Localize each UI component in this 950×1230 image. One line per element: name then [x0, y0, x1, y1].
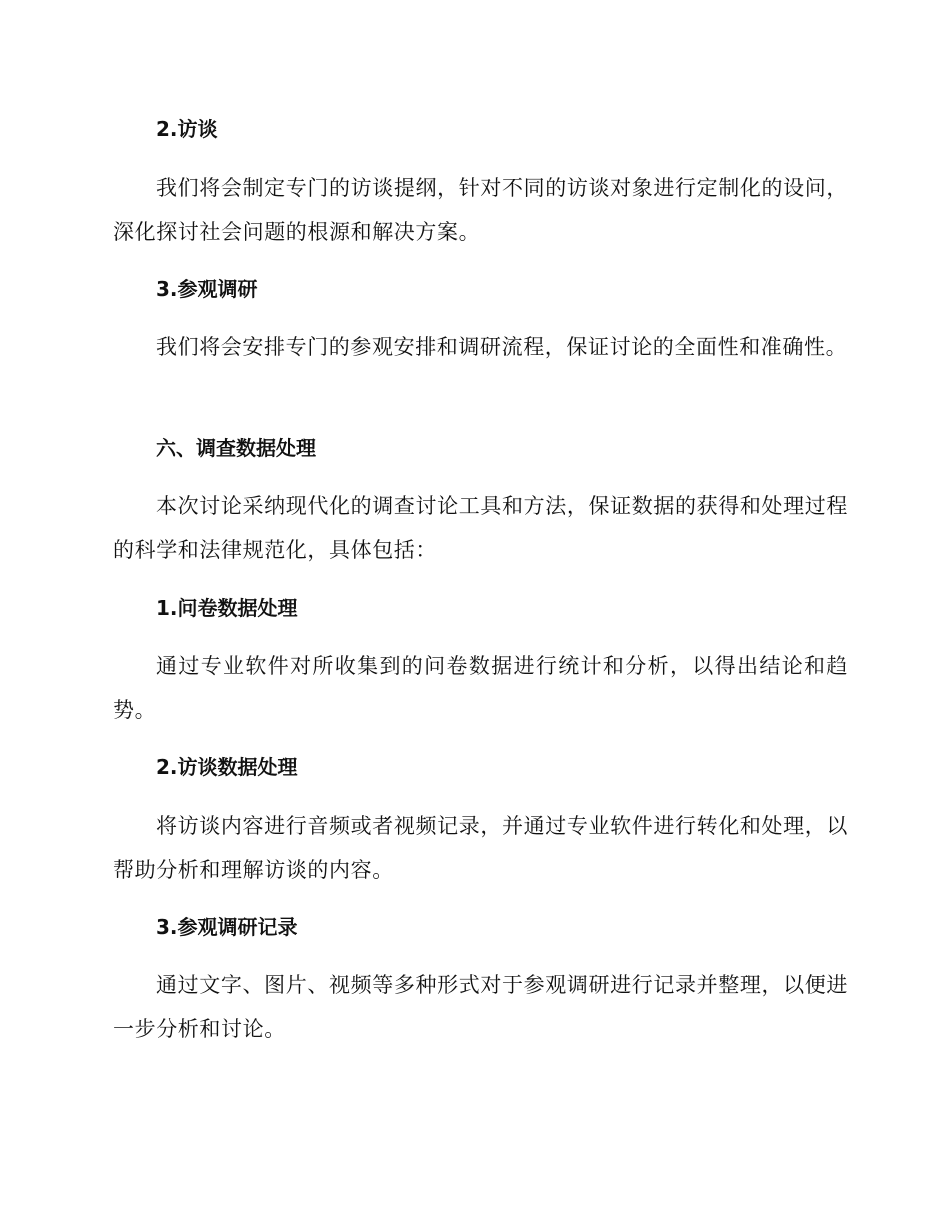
paragraph-site-visit: 我们将会安排专门的参观安排和调研流程，保证讨论的全面性和准确性。: [156, 335, 848, 359]
paragraph-data-processing: 本次讨论采纳现代化的调查讨论工具和方法，保证数据的获得和处理过程的科学和法律规范化，具体包括：: [113, 494, 848, 562]
paragraph-questionnaire-data: 通过专业软件对所收集到的问卷数据进行统计和分析，以得出结论和趋势。: [113, 654, 848, 722]
section-heading-interview-data: 2.访谈数据处理: [156, 755, 298, 779]
section-heading-site-visit: 3.参观调研: [156, 277, 258, 301]
paragraph-interview: 我们将会制定专门的访谈提纲，针对不同的访谈对象进行定制化的设问，深化探讨社会问题的根源和解决方案。: [113, 176, 848, 244]
paragraph-interview-data: 将访谈内容进行音频或者视频记录，并通过专业软件进行转化和处理，以帮助分析和理解访谈的内容。: [113, 814, 848, 882]
section-heading-visit-records: 3.参观调研记录: [156, 915, 298, 939]
paragraph-visit-records: 通过文字、图片、视频等多种形式对于参观调研进行记录并整理，以便进一步分析和讨论。: [113, 973, 848, 1041]
section-heading-questionnaire-data: 1.问卷数据处理: [156, 596, 298, 620]
section-heading-interview: 2.访谈: [156, 117, 218, 141]
section-heading-data-processing: 六、调查数据处理: [156, 436, 316, 460]
